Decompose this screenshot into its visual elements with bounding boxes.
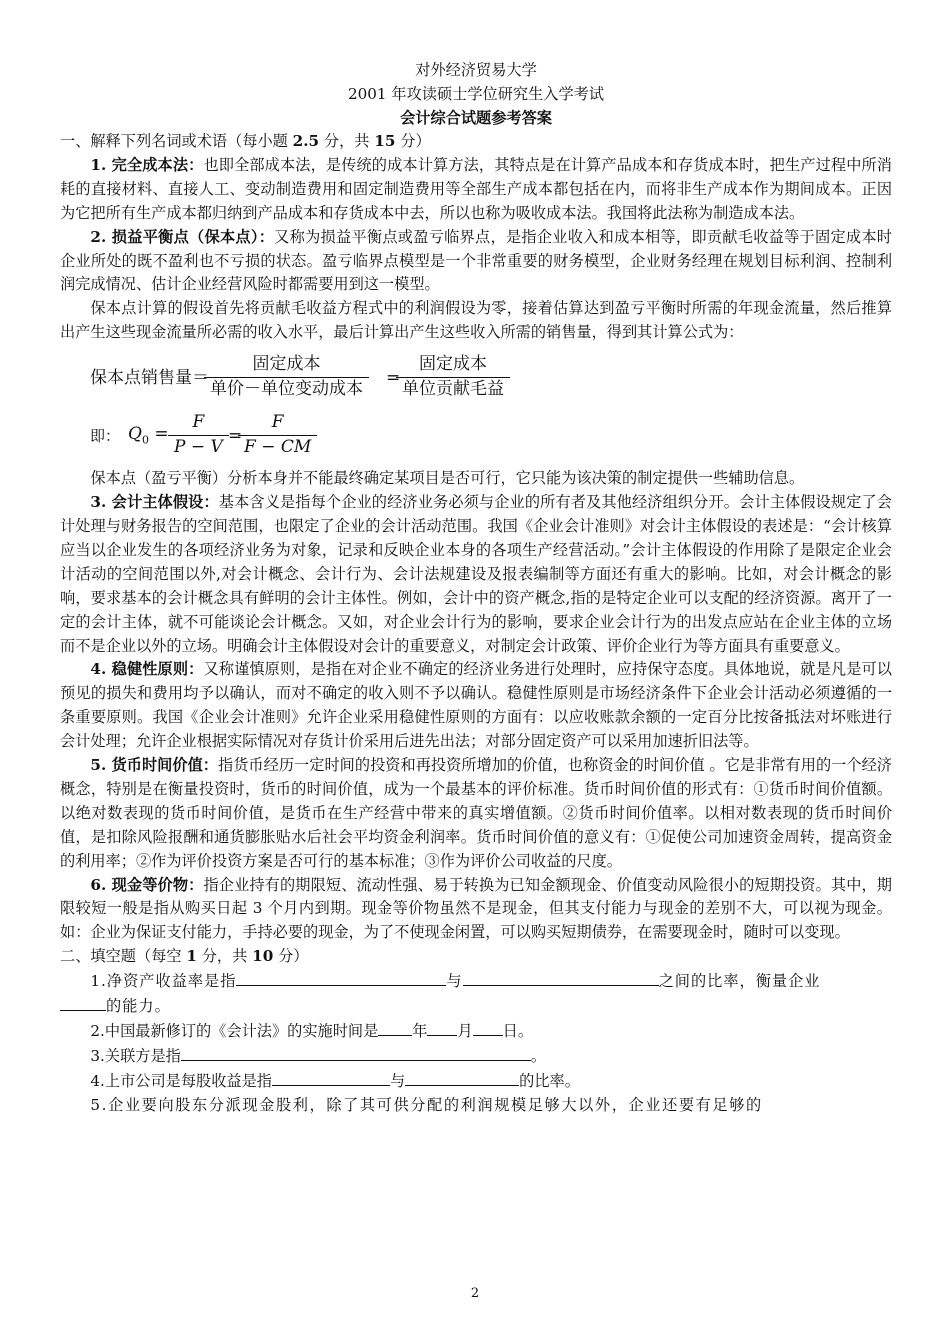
fraction-4: $\frac{F}{F - CM}$ — [238, 411, 317, 460]
fraction-2: 固定成本 单位贡献毛益 — [396, 353, 510, 402]
section2-heading: 二、填空题（每空 1 分，共 10 分） — [60, 947, 309, 966]
fill-q5: 5.企业要向股东分派现金股利，除了其可供分配的利润规模足够大以外，企业还要有足够的 — [90, 1095, 763, 1114]
fill-blank[interactable] — [272, 1069, 390, 1086]
page-number: 2 — [470, 1286, 480, 1301]
document-page — [60, 58, 892, 1118]
exam-title: 2001 年攻读硕士学位研究生入学考试 — [347, 85, 605, 103]
fraction-3: $\frac{F}{P - V}$ — [168, 411, 229, 460]
fill-blank[interactable] — [427, 1019, 457, 1036]
fill-blank[interactable] — [60, 994, 106, 1011]
term-1-label: 1. 完全成本法： — [90, 155, 204, 174]
fill-blank[interactable] — [473, 1019, 503, 1036]
fill-blank[interactable] — [236, 969, 446, 986]
breakeven-note: 保本点（盈亏平衡）分析本身并不能最终确定某项目是否可行，它只能为该决策的制定提供一些辅助信息。 — [90, 469, 805, 488]
fill-blank[interactable] — [463, 969, 659, 986]
breakeven-formula-symbolic: 即： $Q_0$ = $\frac{F}{P - V}$ = $\frac{F}{F - CM}$ — [90, 411, 892, 463]
answer-title: 会计综合试题参考答案 — [400, 109, 552, 127]
term-6: 6. 现金等价物：指企业持有的期限短、流动性强、易于转换为已知金额现金、价值变动风险很小的短期投资。其中，期限较短一般是指从购买日起 3 个月内到期。现金等价物虽然不是现金，但其支付能力与现金的差别不大，可以视为现金。如：企业为保证支付能力，手持必要的现金，为了不使现金闲置，可以购买短期债券，在需要现金时，随时可以变现。 — [60, 875, 892, 942]
fill-blank[interactable] — [181, 1044, 531, 1061]
term-2 — [60, 226, 892, 298]
term-2-label: 2. 损益平衡点（保本点）： — [90, 227, 275, 246]
term-1 — [60, 154, 892, 226]
section1-heading: 一、解释下列名词或术语（每小题 2.5 分，共 15 分） — [60, 132, 431, 150]
fill-q2: 2.中国最新修订的《会计法》的实施时间是 年 月 日。 — [60, 1019, 892, 1044]
term-2-extra: 保本点计算的假设首先将贡献毛收益方程式中的利润假设为零，接着估算达到盈亏平衡时所需的年现金流量，然后推算出产生这些现金流量所必需的收入水平，最后计算出产生这些收入所需的销售量，得到其计算公式为： — [60, 299, 892, 342]
term-4: 4. 稳健性原则：又称谨慎原则，是指在对企业不确定的经济业务进行处理时，应持保守态度。具体地说，就是凡是可以预见的损失和费用均予以确认，而对不确定的收入则不予以确认。稳健性原则是市场经济条件下企业会计活动必须遵循的一条重要原则。我国《企业会计准则》允许企业采用稳健性原则的方面有：以应收账款余额的一定百分比按备抵法对坏账进行会计处理；允许企业根据实际情况对存货计价采用后进先出法；对部分固定资产可以采用加速折旧法等。 — [60, 660, 892, 751]
university-title: 对外经济贸易大学 — [415, 61, 537, 79]
fraction-1: 固定成本 单价－单位变动成本 — [204, 353, 369, 402]
term-5: 5. 货币时间价值：指货币经历一定时间的投资和再投资所增加的价值，也称资金的时间价值 。它是非常有用的一个经济概念，特别是在衡量投资时，货币的时间价值，成为一个最基本的评价标准。货币时间价值的形式有：①货币时间价值额。以绝对数表现的货币时间价值，是货币在生产经营中带来的真实增值额。②货币时间价值率。以相对数表现的货币时间价值，是扣除风险报酬和通货膨胀贴水后社会平均资金利润率。货币时间价值的意义有：①促使公司加速资金周转，提高资金的利用率；②作为评价投资方案是否可行的基本标准；③作为评价公司收益的尺度。 — [60, 756, 892, 870]
breakeven-formula: 保本点销售量＝ 固定成本 单价－单位变动成本 = 固定成本 单位贡献毛益 — [90, 353, 892, 405]
term-2-text: 又称为损益平衡点或盈亏临界点，是指企业收入和成本相等，即贡献毛收益等于固定成本时企业所处的既不盈利也不亏损的状态。盈亏临界点模型是一个非常重要的财务模型，企业财务经理在规划目标利润、控制利润完成情况、估计企业经营风险时都需要用到这一模型。 — [60, 227, 892, 294]
fill-blank[interactable] — [405, 1069, 519, 1086]
fill-q1: 1.净资产收益率是指 与 之间的比率，衡量企业 的能力。 — [60, 969, 892, 1019]
term-1-text: 也即全部成本法，是传统的成本计算方法，其特点是在计算产品成本和存货成本时，把生产过程中所消耗的直接材料、直接人工、变动制造费用和固定制造费用等全部生产成本都包括在内，而将非生产成本作为期间成本。正因为它把所有生产成本都归纳到产品成本和存货成本中去，所以也称为吸收成本法。我国将此法称为制造成本法。 — [60, 155, 892, 222]
term-3: 3. 会计主体假设：基本含义是指每个企业的经济业务必须与企业的所有者及其他经济组织分开。会计主体假设规定了会计处理与财务报告的空间范围，也限定了企业的会计活动范围。我国《企业会计准则》对会计主体假设的表述是：“会计核算应当以企业发生的各项经济业务为对象，记录和反映企业本身的各项生产经营活动。”会计主体假设的作用除了是限定企业会计活动的空间范围以外,对会计概念、会计行为、会计法规建设及报表编制等方面还有重大的影响。比如，对会计概念的影响，要求基本的会计概念具有鲜明的会计主体性。例如，会计中的资产概念,指的是特定企业可以支配的经济资源。离开了一定的会计主体，就不可能谈论会计概念。又如，对企业会计行为的影响，要求企业会计行为的出发点应站在企业主体的立场而不是企业以外的立场。明确会计主体假设对会计的重要意义，对制定会计政策、评价企业行为等方面具有重要意义。 — [60, 493, 892, 655]
fill-q3: 3.关联方是指 。 — [60, 1044, 892, 1069]
fill-blank[interactable] — [378, 1019, 412, 1036]
fill-q4: 4.上市公司是每股收益是指 与 的比率。 — [60, 1069, 892, 1094]
formula-label: 保本点销售量＝ — [90, 368, 209, 389]
